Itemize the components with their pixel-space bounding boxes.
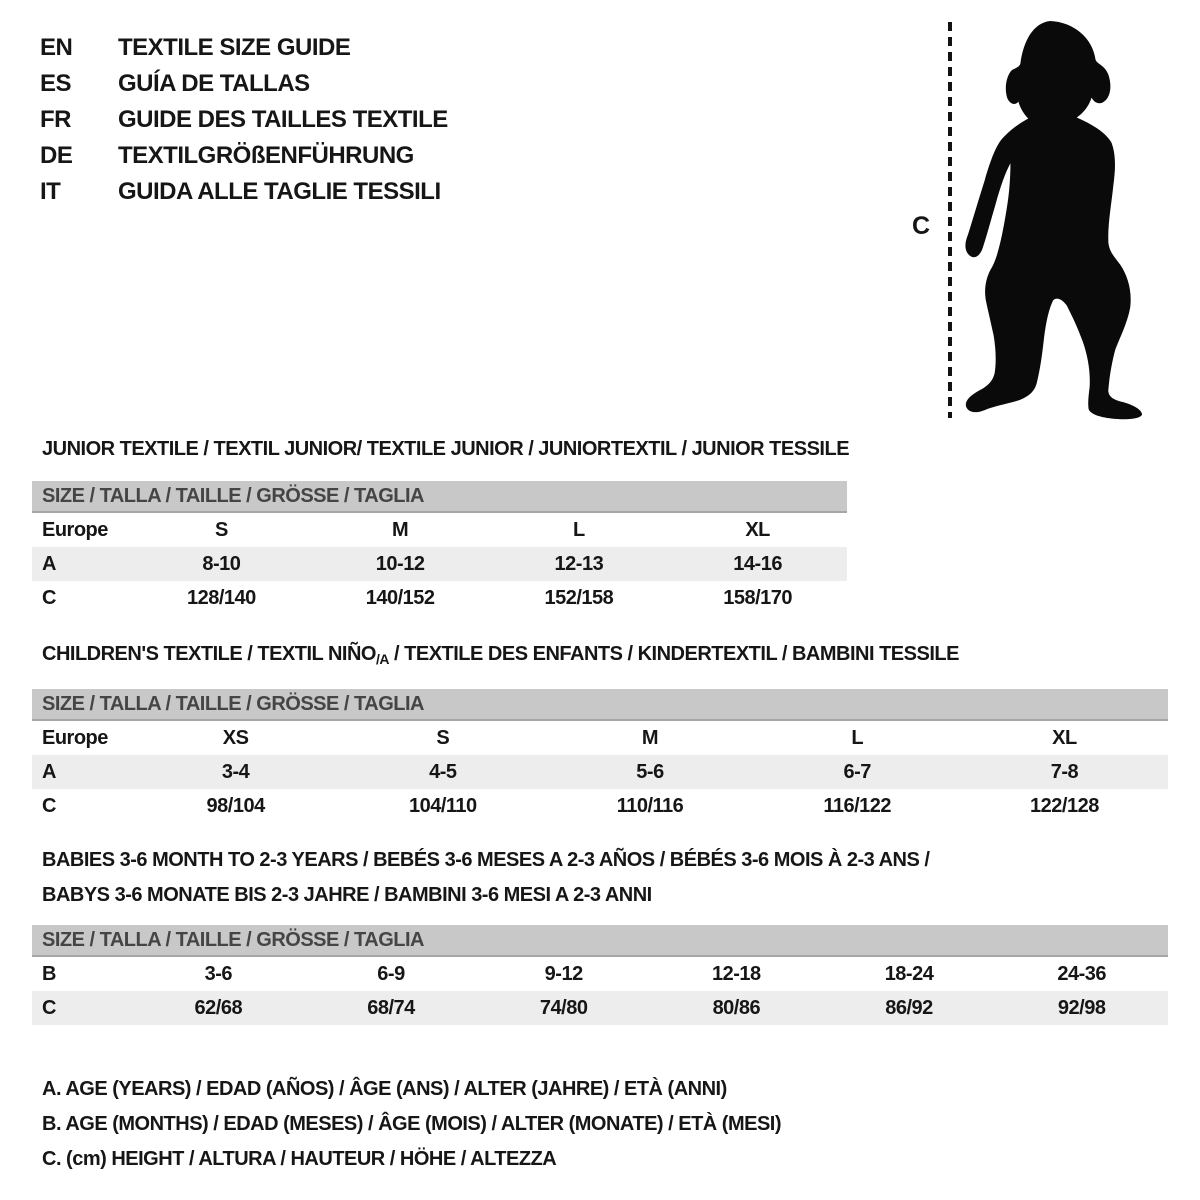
age-cell: 12-13	[554, 553, 604, 575]
months-cell: 3-6	[204, 963, 233, 985]
size-table-header: SIZE / TALLA / TAILLE / GRÖSSE / TAGLIA	[32, 925, 1168, 957]
language-row	[40, 138, 448, 174]
size-table-header: SIZE / TALLA / TAILLE / GRÖSSE / TAGLIA	[32, 481, 847, 513]
age-cell: 4-5	[429, 761, 457, 783]
language-code: IT	[40, 178, 61, 205]
table-row-europe	[32, 721, 1168, 755]
babies-section-heading	[42, 843, 929, 913]
table-row-months	[32, 957, 1168, 991]
height-cell: 140/152	[365, 587, 435, 609]
table-row-height	[32, 789, 1168, 823]
table-row-height	[32, 581, 847, 615]
height-cell: 86/92	[885, 997, 933, 1019]
size-cell: L	[851, 727, 864, 749]
junior-size-table	[32, 481, 847, 615]
row-label: Europe	[42, 519, 108, 541]
height-cell: 152/158	[544, 587, 614, 609]
height-cell: 110/116	[616, 795, 684, 817]
size-cell: XL	[1052, 727, 1077, 749]
table-row-age	[32, 547, 847, 581]
language-row	[40, 174, 448, 210]
months-cell: 6-9	[377, 963, 405, 985]
height-cell: 158/170	[723, 587, 793, 609]
row-label: A	[42, 761, 56, 783]
height-dashed-line	[948, 22, 952, 418]
size-table-header: SIZE / TALLA / TAILLE / GRÖSSE / TAGLIA	[32, 689, 1168, 721]
height-cell: 116/122	[823, 795, 892, 817]
language-title: GUIDA ALLE TAGLIE TESSILI	[118, 178, 441, 205]
language-code: ES	[40, 70, 72, 97]
measure-legend	[42, 1072, 781, 1177]
months-cell: 24-36	[1057, 963, 1107, 985]
height-cell: 68/74	[367, 997, 415, 1019]
row-label: Europe	[42, 727, 108, 749]
legend-line-a: A. AGE (YEARS) / EDAD (AÑOS) / ÂGE (ANS) / ALTER (JAHRE) / ETÀ (ANNI)	[42, 1078, 727, 1100]
children-heading-text: / TEXTILE DES ENFANTS / KINDERTEXTIL / BAMBINI TESSILE	[388, 643, 959, 665]
children-size-table	[32, 689, 1168, 823]
months-cell: 12-18	[712, 963, 761, 985]
age-cell: 8-10	[202, 553, 241, 575]
row-label: C	[42, 997, 56, 1019]
age-cell: 10-12	[375, 553, 425, 575]
junior-section-heading: JUNIOR TEXTILE / TEXTIL JUNIOR/ TEXTILE JUNIOR / JUNIORTEXTIL / JUNIOR TESSILE	[42, 438, 850, 460]
months-cell: 9-12	[544, 963, 583, 985]
language-code: EN	[40, 34, 73, 61]
size-cell: XL	[745, 519, 770, 541]
size-cell: M	[641, 727, 659, 749]
legend-line-b: B. AGE (MONTHS) / EDAD (MESES) / ÂGE (MOIS) / ALTER (MONATE) / ETÀ (MESI)	[42, 1113, 782, 1135]
size-cell: S	[436, 727, 450, 749]
children-heading-subscript: /A	[375, 651, 389, 667]
language-code: FR	[40, 106, 71, 133]
language-title: TEXTILGRÖßENFÜHRUNG	[118, 142, 414, 169]
age-cell: 5-6	[636, 761, 664, 783]
age-cell: 14-16	[733, 553, 782, 575]
table-row-europe	[32, 513, 847, 547]
size-cell: S	[214, 519, 228, 541]
language-row	[40, 66, 448, 102]
babies-heading-line2: BABYS 3-6 MONATE BIS 2-3 JAHRE / BAMBINI 3-6 MESI A 2-3 ANNI	[42, 884, 652, 906]
height-cell: 74/80	[539, 997, 588, 1019]
table-row-height	[32, 991, 1168, 1025]
height-cell: 62/68	[194, 997, 243, 1019]
legend-line-c: C. (cm) HEIGHT / ALTURA / HAUTEUR / HÖHE / ALTEZZA	[42, 1148, 557, 1170]
toddler-silhouette-icon	[958, 16, 1148, 424]
language-row	[40, 30, 448, 66]
babies-size-table	[32, 925, 1168, 1025]
language-code: DE	[40, 142, 73, 169]
row-label: B	[42, 963, 56, 985]
height-cell: 128/140	[186, 587, 256, 609]
age-cell: 7-8	[1050, 761, 1079, 783]
height-measure-label: C	[912, 212, 930, 240]
height-cell: 98/104	[206, 795, 265, 817]
row-label: C	[42, 795, 56, 817]
children-heading-text: CHILDREN'S TEXTILE / TEXTIL NIÑO	[42, 643, 376, 665]
language-title: TEXTILE SIZE GUIDE	[118, 34, 351, 61]
age-cell: 6-7	[843, 761, 871, 783]
age-cell: 3-4	[221, 761, 250, 783]
row-label: A	[42, 553, 56, 575]
language-title: GUÍA DE TALLAS	[118, 70, 310, 97]
row-label: C	[42, 587, 56, 609]
height-cell: 122/128	[1030, 795, 1099, 817]
language-title-list	[40, 30, 448, 210]
size-cell: L	[573, 519, 585, 541]
children-section-heading	[42, 643, 959, 667]
height-cell: 104/110	[408, 795, 477, 817]
language-row	[40, 102, 448, 138]
months-cell: 18-24	[884, 963, 934, 985]
babies-heading-line1: BABIES 3-6 MONTH TO 2-3 YEARS / BEBÉS 3-6 MESES A 2-3 AÑOS / BÉBÉS 3-6 MOIS À 2-3 ANS /	[42, 849, 930, 871]
size-cell: M	[392, 519, 409, 541]
height-cell: 80/86	[712, 997, 761, 1019]
language-title: GUIDE DES TAILLES TEXTILE	[118, 106, 448, 133]
table-row-age	[32, 755, 1168, 789]
height-cell: 92/98	[1057, 997, 1106, 1019]
size-cell: XS	[222, 727, 249, 749]
